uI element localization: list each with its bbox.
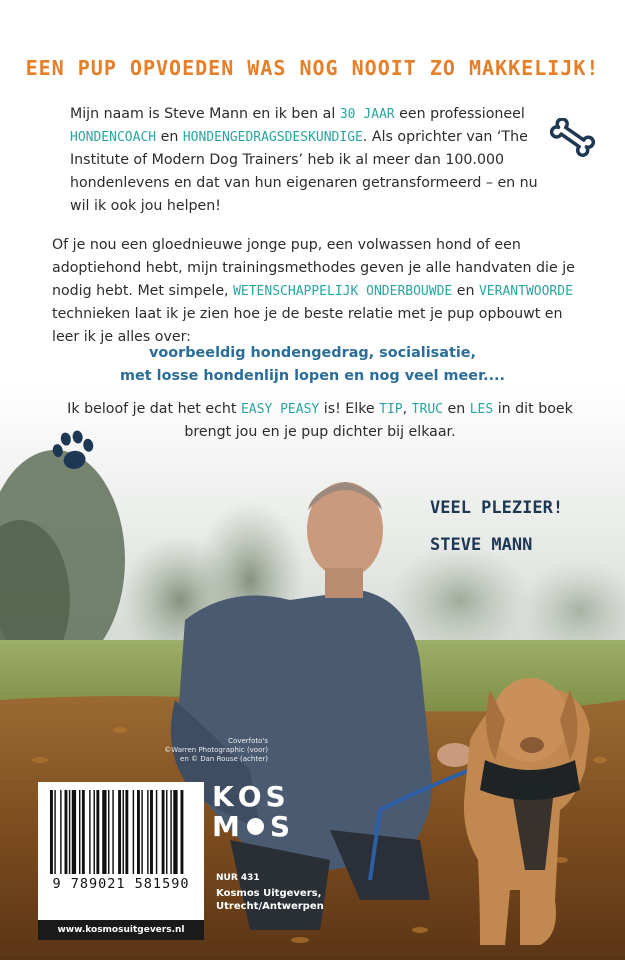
credits-line-1: Coverfoto's	[228, 737, 268, 745]
p1-text-2: een professioneel	[394, 106, 525, 122]
barcode-bar	[150, 790, 153, 874]
intro-paragraph	[70, 103, 540, 218]
publisher-name: Kosmos Uitgevers,	[216, 888, 322, 899]
logo-letter: K	[212, 780, 234, 813]
barcode-bar	[181, 790, 184, 874]
barcode-bar	[65, 790, 68, 874]
credits-line-3: en © Dan Rouse (achter)	[180, 755, 268, 763]
barcode-bar	[162, 790, 165, 874]
p3-text-1: Ik beloof je dat het echt	[67, 401, 241, 417]
barcode-bar	[96, 790, 99, 874]
topics-line-2: met losse hondenlijn lopen en nog veel meer....	[120, 368, 505, 384]
barcode-bar	[79, 790, 80, 874]
nur-code: NUR 431	[216, 873, 260, 883]
highlight-hondencoach: HONDENCOACH	[70, 130, 157, 145]
p3-text-2: is! Elke	[319, 401, 380, 417]
highlight-hondengedragsdeskundige: HONDENGEDRAGSDESKUNDIGE	[182, 130, 363, 145]
barcode-bar	[50, 790, 53, 874]
logo-row-1	[212, 782, 292, 812]
barcode-bar	[54, 790, 55, 874]
logo-letter: O	[237, 780, 262, 813]
barcode-bar	[82, 790, 85, 874]
barcode-bar	[173, 790, 177, 874]
barcode-bar	[94, 790, 95, 874]
barcode-bar	[156, 790, 157, 874]
p2-text-1: Of je nou een gloednieuwe jonge pup, een volwassen hond of een adoptiehond hebt, mijn trainingsmethodes geven je alle handvaten die je nodig hebt. Met simpele,	[52, 237, 575, 299]
publisher-info	[216, 887, 324, 913]
barcode-bar	[137, 790, 140, 874]
barcode-bar	[166, 790, 167, 874]
highlight-30-jaar: 30 JAAR	[339, 107, 395, 122]
methods-paragraph	[52, 234, 592, 349]
logo-letter: S	[269, 810, 291, 843]
p3-text-5: in dit boek brengt jou en je pup dichter bij elkaar.	[184, 401, 573, 440]
publisher-logo	[212, 782, 292, 846]
barcode-bar	[102, 790, 106, 874]
bone-icon	[540, 118, 598, 166]
barcode-bar	[141, 790, 142, 874]
p1-text-3: en	[156, 129, 183, 145]
highlight-easy-peasy: EASY PEASY	[240, 402, 320, 417]
logo-row-2	[212, 812, 292, 842]
p2-text-3: technieken laat ik je zien hoe je de beste relatie met je pup opbouwt en leer ik je alles over:	[52, 306, 563, 345]
barcode-bar	[133, 790, 134, 874]
barcode-number: 9 789021 581590	[52, 876, 190, 892]
p3-text-3: ,	[402, 401, 412, 417]
isbn-barcode	[38, 782, 204, 920]
barcode-bars	[38, 782, 204, 876]
barcode-bar	[125, 790, 128, 874]
credits-line-2: ©Warren Photographic (voor)	[164, 746, 268, 754]
barcode-bar	[60, 790, 61, 874]
logo-dot	[244, 812, 266, 842]
highlight-verantwoorde: VERANTWOORDE	[478, 284, 573, 299]
topics-line-1: voorbeeldig hondengedrag, socialisatie,	[149, 345, 476, 361]
signoff-greeting: VEEL PLEZIER!	[430, 498, 564, 518]
barcode-bar	[118, 790, 121, 874]
barcode-bar	[123, 790, 124, 874]
p3-text-4: en	[442, 401, 470, 417]
barcode-bar	[69, 790, 70, 874]
barcode-bar	[89, 790, 90, 874]
barcode-bar	[170, 790, 171, 874]
p2-text-2: en	[452, 283, 479, 299]
logo-letter: S	[265, 780, 286, 813]
signoff-author: STEVE MANN	[430, 535, 533, 555]
barcode-bar	[147, 790, 148, 874]
publisher-website[interactable]: www.kosmosuitgevers.nl	[38, 920, 204, 940]
promise-paragraph	[60, 398, 580, 444]
highlight-wetenschappelijk: WETENSCHAPPELIJK ONDERBOUWDE	[233, 284, 453, 299]
highlight-tip: TIP	[379, 402, 403, 417]
highlight-les: LES	[469, 402, 494, 417]
logo-letter: M	[212, 810, 240, 843]
publisher-location: Utrecht/Antwerpen	[216, 901, 324, 912]
barcode-bar	[108, 790, 109, 874]
headline: EEN PUP OPVOEDEN WAS NOG NOOIT ZO MAKKELIJK!	[25, 56, 600, 80]
photo-credits	[158, 737, 268, 764]
topics-highlight	[60, 342, 565, 388]
barcode-bar	[112, 790, 113, 874]
p1-text-4: . Als oprichter van ‘The Institute of Modern Dog Trainers’ heb ik al meer dan 100.000 hondenlevens en dat van hun eigenaren getransformeerd – en nu wil ik ook jou helpen!	[70, 129, 538, 214]
signoff	[430, 490, 590, 564]
p1-text-1: Mijn naam is Steve Mann en ik ben al	[70, 106, 340, 122]
barcode-bar	[72, 790, 76, 874]
highlight-truc: TRUC	[411, 402, 443, 417]
